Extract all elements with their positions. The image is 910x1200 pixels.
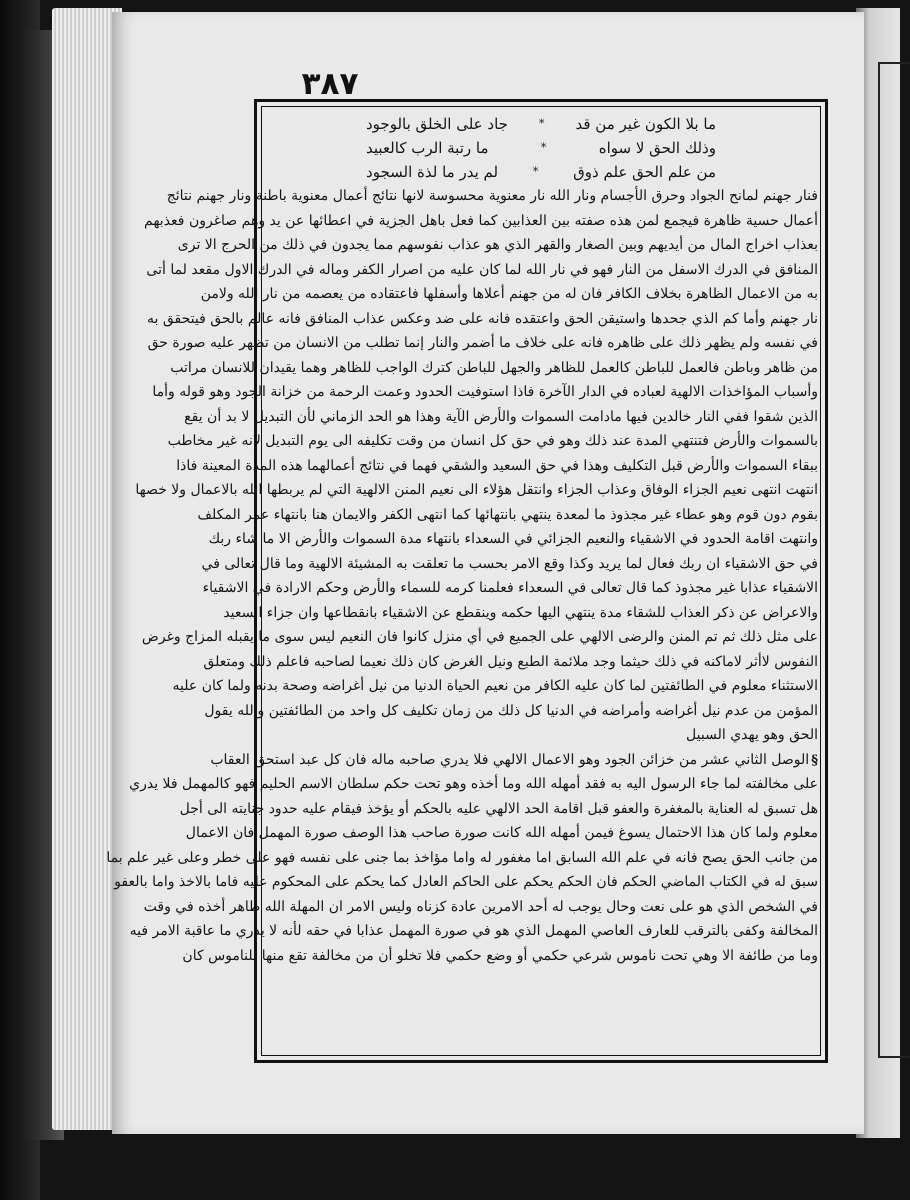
text-line: به من الاعمال الظاهرة بخلاف الكافر فان له من جهنم أعلاها وأسفلها فاعتقاده من يعصمه من نار الله ولامن (200, 286, 818, 302)
text-line: أعمال حسية ظاهرة فيجمع لمن هذه صفته بين العذابين كما فعل باهل الجزية في اعطائها عن يد وهم صاغرون فعذبهم (144, 212, 818, 229)
section-mark-icon: § (811, 752, 818, 768)
text-line: الاستثناء معلوم في الطائفتين لما كان عليه الكافر من نعيم الحياة الدنيا من نيل أغراضه وصحة بدنه ولما كان عليه (172, 678, 818, 694)
verse-second-hemistich: جاد على الخلق بالوجود (366, 115, 508, 133)
text-line: هل تسبق له العناية بالمغفرة والعفو قبل اقامة الحد الالهي عليه بالحكم أو يؤخذ فيقام عليه حدود جنايته الى أجل (179, 800, 818, 817)
verse-first-hemistich: من علم الحق علم ذوق (573, 163, 716, 181)
text-line: نار جهنم وأما كم الذي جحدها واستيقن الحق واعتقده فانه على ضد وعكس عذاب المنافق فانه عالم بالحق فيتحقق به (147, 310, 818, 327)
text-line: انتهت انتهى نعيم الجزاء الوفاق وعذاب الجزاء وانتقل هؤلاء الى نعيم المنن الالهية التي لم يربطها الله بالاعمال ولا خصها (135, 482, 818, 498)
text-line: من ظاهر وباطن فالعمل للباطن كالعمل للظاهر والجهل للباطن كترك الواجب للظاهر وهما يقيدان للانسان مراتب (170, 359, 818, 376)
verse-line (366, 112, 716, 136)
text-line: في حق الاشقياء ان ربك فعال لما يريد وكذا وقع الامر بحسب ما تعلقت به المشيئة الالهية وما قال تعالى في (201, 555, 818, 572)
text-line: معلوم ولما كان هذا الاحتمال يسوغ فيمن أمهله الله كانت صورة صاحب هذا الوصف صورة المهمل فان الاعمال (185, 825, 818, 841)
text-line: بعذاب اخراج المال من أيديهم وبين الصغار والقهر الذي هو عذاب نفوسهم مما يجدون في ذلك من الحرج الا ترى (177, 237, 818, 253)
text-line: وما من طائفة الا وهي تحت ناموس شرعي حكمي أو وضع حكمي فلا تخلو أن من مخالفة تقع منها للناموس كان (182, 947, 818, 964)
text-line: بقوم دون قوم وهو عطاء غير مجذوذ ما لمعدة ينتهي بانتهائها كما انتهى الكفر والايمان هنا بانتهاء عمر المكلف (197, 506, 818, 523)
main-text (106, 112, 818, 1054)
text-line: والاعراض عن ذكر العذاب للشقاء مدة ينتهي اليها حكمه وينقطع عن الاشقياء بانقطاعها وان جزاء السعيد (223, 604, 818, 621)
verse-second-hemistich: ما رتبة الرب كالعبيد (366, 139, 489, 157)
text-line: المنافق في الدرك الاسفل من النار فهو في نار الله لما كان عليه من اصرار الكفر وماله في الدرك الاول مقعد لما أتى (146, 261, 818, 278)
text-line: على مخالفته لما جاء الرسول اليه به فقد أمهله الله وما أخذه وهو تحت حكم سلطان الاسم الحليم فهو كالمهمل فلا يدري (129, 776, 818, 792)
text-line: على مثل ذلك ثم تم المنن والرضى الالهي على الجميع في أي منزل كانوا فان النعيم ليس سوى ما يقبله المزاج وغرض (141, 629, 818, 645)
text-line: المؤمن من عدم نيل أغراضه وأمراضه في الدنيا كل ذلك من زمان تكليف كل واحد من الطائفتين والله يقول (204, 702, 818, 719)
verse-separator-star: * (532, 165, 539, 178)
text-line: في نفسه ولم يظهر ذلك على ظاهره فانه على خلاف ما أضمر والنار إنما تطلب من الانسان من تظهر عليه صورة حق (147, 335, 818, 351)
text-line: في الشخص الذي هو على نعت وحال يوجب له أحد الامرين عادة كزناه وليس الامر ان المهلة الله ظاهر أخذه في وقت (143, 898, 818, 915)
verse-separator-star: * (538, 117, 545, 130)
text-line-paragraph-end: الحق وهو يهدي السبيل (686, 727, 818, 743)
text-line: ببقاء السموات والأرض قبل التكليف وهذا في حق السعيد والشقي فهما في نتائج أعمالهما هذه المدة المعينة فاذا (176, 457, 818, 474)
text-line: بالسموات والأرض فتنتهي المدة عند ذلك وهو في حق كل انسان من وقت تكليفه الى يوم التبديل لانه غير مخاطب (167, 433, 818, 449)
facing-page-frame (878, 62, 910, 1058)
verse-line (366, 160, 716, 184)
verse-first-hemistich: ما بلا الكون غير من قد (575, 115, 716, 133)
page-number: ٣٨٧ (301, 66, 359, 102)
text-line: وانتهت اقامة الحدود في الاشقياء والنعيم الجزائي في السعداء بانتهاء مدة السموات والأرض الا ما شاء ربك (208, 531, 818, 547)
section-heading-text: الوصل الثاني عشر من خزائن الجود وهو الاعمال الالهي فلا يدري صاحبه ماله فان كل عبد استحق العقاب (210, 751, 810, 768)
text-line: فنار جهنم لمانح الجواد وحرق الأجسام ونار الله نار معنوية محسوسة لانها نتائج أعمال معنوية باطنة ونار جهنم نتائج (166, 188, 818, 204)
text-line: سبق له في الكتاب الماضي الحكم فان الحكم يحكم على الحاكم العادل كما يحكم على المحكوم عليه فاما بالاخذ واما بالعفو (114, 874, 818, 890)
text-line: الاشقياء عذابا غير مجذوذ كما قال تعالى في السعداء فعلمنا كرمه للسماء والأرض وحكم الارادة في الاشقياء (202, 580, 818, 596)
verse-line (366, 136, 716, 160)
text-line: وأسباب المؤاخذات الالهية لعباده في الدار الآخرة فاذا استوفيت الحدود وعمت الرحمة من خزانة الجود وهو قوله وأما (152, 384, 818, 400)
text-line: الذين شقوا ففي النار خالدين فيها مادامت السموات والأرض الآية وهذا هو الحد الزماني لأن التبديل لا بد أن يقع (184, 408, 818, 425)
verse-second-hemistich: لم يدر ما لذة السجود (366, 163, 499, 181)
text-line: النفوس لاأثر لاماكنه في ذلك حيثما وجد ملائمة الطبع ونيل الغرض كان ذلك نعيما لصاحبه فاعلم ذلك ومتعلق (203, 653, 818, 670)
text-line: المخالفة وكفى بالترقب للعارف العاصي المهمل الذي هو في صورة المهمل عذابا في حقه لأنه لا يدري ما عاقبة الامر فيه (129, 923, 818, 939)
text-line: من جانب الحق يصح فانه في علم الله السابق اما مغفور له واما مؤاخذ بما جنى على نفسه فهو على خطر وعلى غير علم بما (106, 849, 818, 866)
verse-separator-star: * (540, 141, 547, 154)
verse-first-hemistich: وذلك الحق لا سواه (598, 139, 716, 157)
section-heading-line (210, 748, 818, 773)
